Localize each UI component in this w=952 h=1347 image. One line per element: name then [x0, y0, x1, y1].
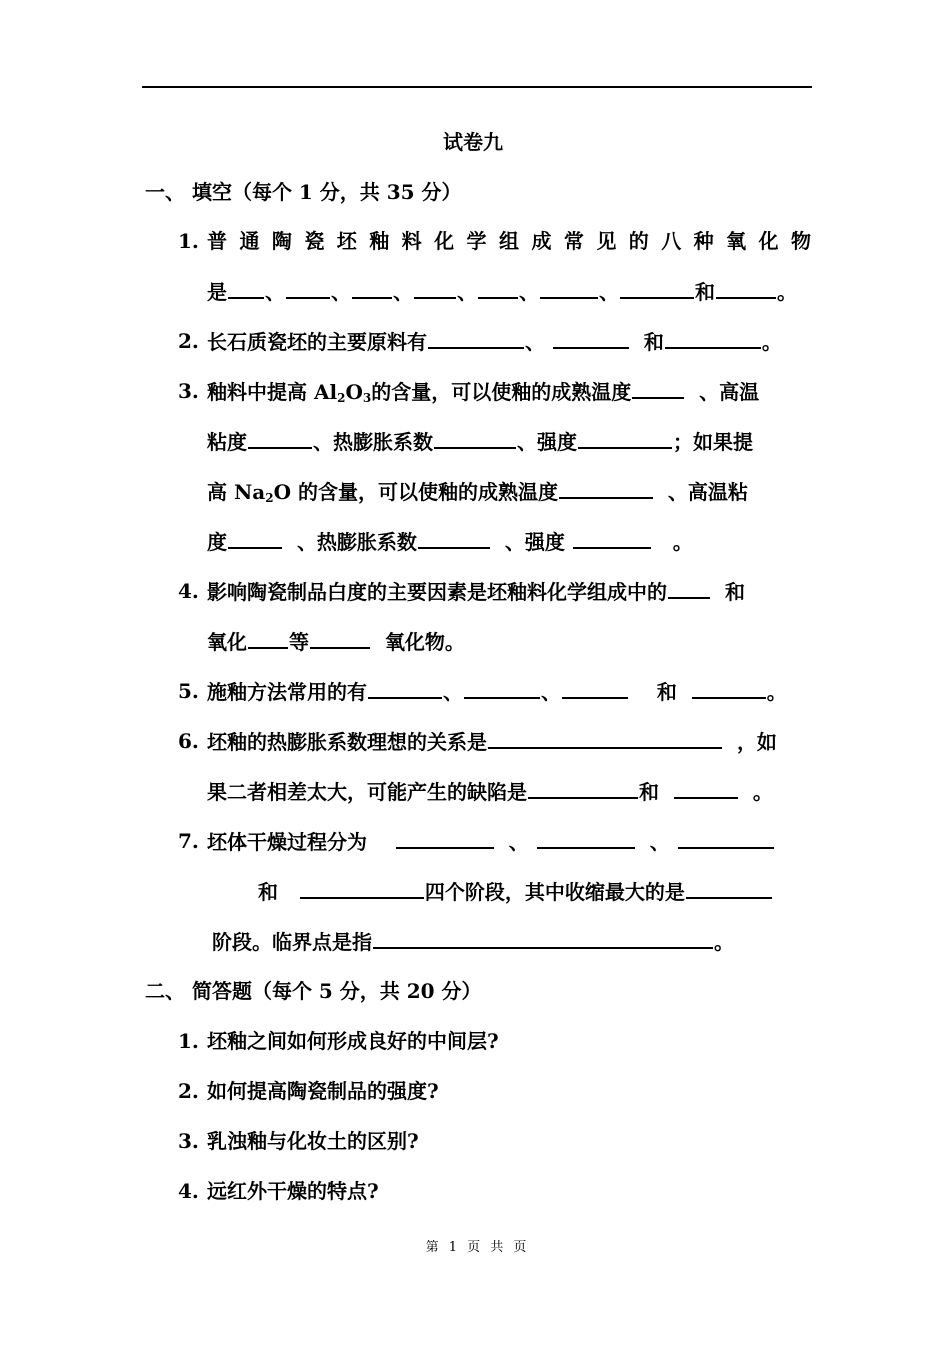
s2-q1-number: 1. — [178, 1029, 199, 1053]
q6-number: 6. — [178, 729, 199, 753]
blank[interactable] — [528, 779, 638, 799]
blank[interactable] — [686, 879, 772, 899]
q4-number: 4. — [178, 579, 199, 603]
page-footer: 第 1 页 共 页 — [425, 1240, 527, 1255]
blank[interactable] — [286, 279, 330, 299]
blank[interactable] — [674, 779, 738, 799]
blank[interactable] — [352, 279, 392, 299]
blank[interactable] — [559, 479, 653, 499]
blank[interactable] — [414, 279, 456, 299]
blank[interactable] — [396, 829, 494, 849]
q2-line: 长石质瓷坯的主要原料有 、 和 。 — [207, 330, 782, 354]
blank[interactable] — [632, 379, 684, 399]
blank[interactable] — [678, 829, 774, 849]
q3-line4: 度 、热膨胀系数 、强度 。 — [207, 530, 693, 554]
section2-heading: 二、 简答题（每个 5 分，共 20 分） — [145, 979, 482, 1003]
q1-line2: 是 、 、 、 、 、 、 和 。 — [207, 280, 797, 304]
blank[interactable] — [434, 429, 516, 449]
blank[interactable] — [228, 529, 282, 549]
blank[interactable] — [562, 679, 628, 699]
blank[interactable] — [248, 629, 288, 649]
blank[interactable] — [248, 429, 312, 449]
q1-number: 1. — [178, 229, 199, 253]
blank[interactable] — [428, 329, 524, 349]
q7-line2: 和 四个阶段，其中收缩最大的是 — [258, 879, 773, 904]
s2-q2-text: 如何提高陶瓷制品的强度? — [207, 1079, 439, 1103]
s2-q2-number: 2. — [178, 1079, 199, 1103]
blank[interactable] — [716, 279, 776, 299]
blank[interactable] — [418, 529, 490, 549]
q4-line1: 影响陶瓷制品白度的主要因素是坯釉料化学组成中的 和 — [207, 580, 745, 604]
header-rule — [142, 86, 812, 88]
q2-number: 2. — [178, 329, 199, 353]
s2-q4-text: 远红外干燥的特点? — [207, 1179, 379, 1203]
blank[interactable] — [464, 679, 540, 699]
q3-number: 3. — [178, 379, 199, 403]
blank[interactable] — [668, 579, 710, 599]
blank[interactable] — [573, 529, 651, 549]
blank[interactable] — [537, 829, 635, 849]
q3-line1: 釉料中提高 $Al_2O_3$的含量，可以使釉的成熟温度 、高温 — [207, 380, 760, 405]
exam-title: 试卷九 — [443, 130, 503, 154]
blank[interactable] — [368, 679, 442, 699]
blank[interactable] — [540, 279, 598, 299]
q5-number: 5. — [178, 679, 199, 703]
q3-line3: 高 $Na_2O$ 的含量，可以使釉的成熟温度 、高温粘 — [207, 480, 748, 505]
blank[interactable] — [665, 329, 761, 349]
blank[interactable] — [228, 279, 264, 299]
s2-q1-text: 坯釉之间如何形成良好的中间层? — [207, 1029, 499, 1053]
s2-q3-number: 3. — [178, 1129, 199, 1153]
blank[interactable] — [488, 729, 722, 749]
blank[interactable] — [300, 879, 424, 899]
q6-line2: 果二者相差太大，可能产生的缺陷是 和 。 — [207, 780, 773, 804]
q3-line2: 粘度 、热膨胀系数 、强度 ；如果提 — [207, 430, 753, 454]
q7-line1: 坯体干燥过程分为 、 、 — [207, 829, 775, 854]
blank[interactable] — [553, 329, 629, 349]
q7-number: 7. — [178, 829, 199, 853]
q7-line3: 阶段。临界点是指 。 — [212, 930, 734, 954]
blank[interactable] — [478, 279, 518, 299]
q6-line1: 坯釉的热膨胀系数理想的关系是 ，如 — [207, 730, 777, 754]
blank[interactable] — [620, 279, 694, 299]
s2-q3-text: 乳浊釉与化妆土的区别? — [207, 1129, 419, 1153]
blank[interactable] — [310, 629, 370, 649]
q5-line: 施釉方法常用的有 、 、 和 。 — [207, 680, 787, 704]
blank[interactable] — [692, 679, 766, 699]
q1-line1: 普通陶瓷坯釉料化学组成常见的八种氧化物 — [207, 229, 811, 253]
q4-line2: 氧化 等 氧化物。 — [207, 630, 465, 654]
blank[interactable] — [373, 929, 713, 949]
s2-q4-number: 4. — [178, 1179, 199, 1203]
section1-heading: 一、 填空（每个 1 分，共 35 分） — [145, 180, 462, 204]
blank[interactable] — [578, 429, 672, 449]
